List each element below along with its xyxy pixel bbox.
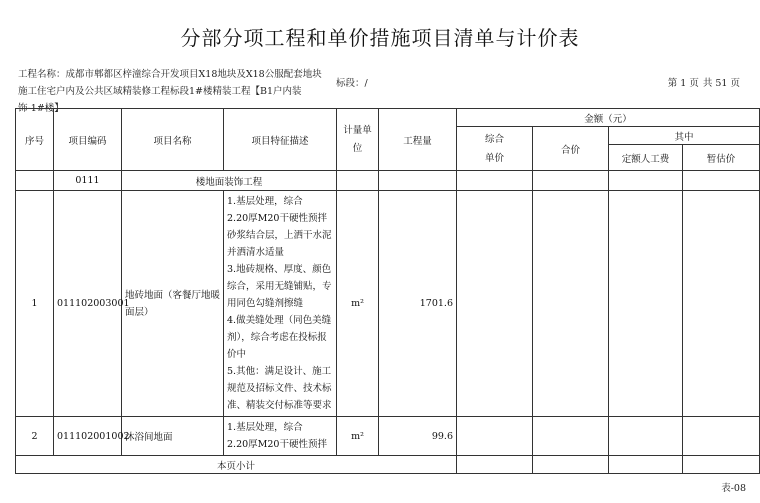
- header-row-1: [16, 109, 760, 127]
- header-seq: 序号: [16, 109, 54, 171]
- header-provisional: 暂估价: [683, 145, 760, 171]
- table-row: [16, 191, 760, 417]
- header-of-which: 其中: [609, 127, 760, 145]
- row-code: 011102001002: [54, 417, 122, 456]
- row-desc: [224, 417, 337, 456]
- desc-line: 2.20厚M20干硬性预拌: [227, 439, 327, 450]
- header-unit-price-line2: 单价: [484, 152, 504, 164]
- desc-line: 1.基层处理，综合: [227, 422, 303, 433]
- header-qty: 工程量: [379, 109, 457, 171]
- row-name: 地砖地面（客餐厅地暖面层）: [122, 191, 224, 417]
- header-unit: 计量单位: [337, 109, 379, 171]
- row-desc: [224, 191, 337, 417]
- section-code: 0111: [54, 171, 122, 191]
- page-counter: [664, 75, 740, 92]
- row-unit: m²: [337, 417, 379, 456]
- header-amount: 金额（元）: [457, 109, 760, 127]
- row-seq: 2: [16, 417, 54, 456]
- header-desc: 项目特征描述: [224, 109, 337, 171]
- section-name: 楼地面装饰工程: [122, 171, 337, 191]
- desc-line: 3.地砖规格、厚度、颜色综合，采用无缝铺贴，专用同色勾缝剂擦缝: [227, 264, 332, 309]
- project-name-label: 工程名称：: [18, 69, 66, 80]
- form-number: 表-08: [721, 483, 746, 494]
- header-unit-price: [457, 127, 533, 171]
- row-seq: 1: [16, 191, 54, 417]
- header-name: 项目名称: [122, 109, 224, 171]
- bill-table: [15, 108, 760, 474]
- desc-line: 4.做美缝处理（同色美缝剂），综合考虑在投标报价中: [227, 315, 332, 360]
- page-title: 分部分项工程和单价措施项目清单与计价表: [180, 26, 580, 50]
- table-row: [16, 417, 760, 456]
- row-qty: 99.6: [379, 417, 457, 456]
- desc-line: 1.基层处理，综合: [227, 196, 303, 207]
- header-labor: 定额人工费: [609, 145, 683, 171]
- row-unit: m²: [337, 191, 379, 417]
- row-code: 011102003001: [54, 191, 122, 417]
- header-code: 项目编码: [54, 109, 122, 171]
- subtotal-label: 本页小计: [16, 456, 457, 474]
- section-row: [16, 171, 760, 191]
- subtotal-row: [16, 456, 760, 474]
- page-total: 共 51 页: [702, 78, 740, 89]
- header-unit-price-line1: 综合: [484, 133, 504, 145]
- header-total: 合价: [533, 127, 609, 171]
- desc-line: 2.20厚M20干硬性预拌砂浆结合层，上洒干水泥并洒清水适量: [227, 213, 332, 258]
- section-label: 标段：/: [336, 78, 368, 89]
- page-number: 第 1 页: [667, 78, 699, 89]
- desc-line: 5.其他：满足设计、施工规范及招标文件、技术标准、精装交付标准等要求: [227, 366, 332, 411]
- row-name: 沐浴间地面: [122, 417, 224, 456]
- project-name-value: 成都市郫都区梓潼综合开发项目X18地块及X18公服配套地块施工住宅户内及公共区域精装修工程标段1#楼精装工程【B1户内装饰-1#楼】: [18, 69, 322, 114]
- row-qty: 1701.6: [379, 191, 457, 417]
